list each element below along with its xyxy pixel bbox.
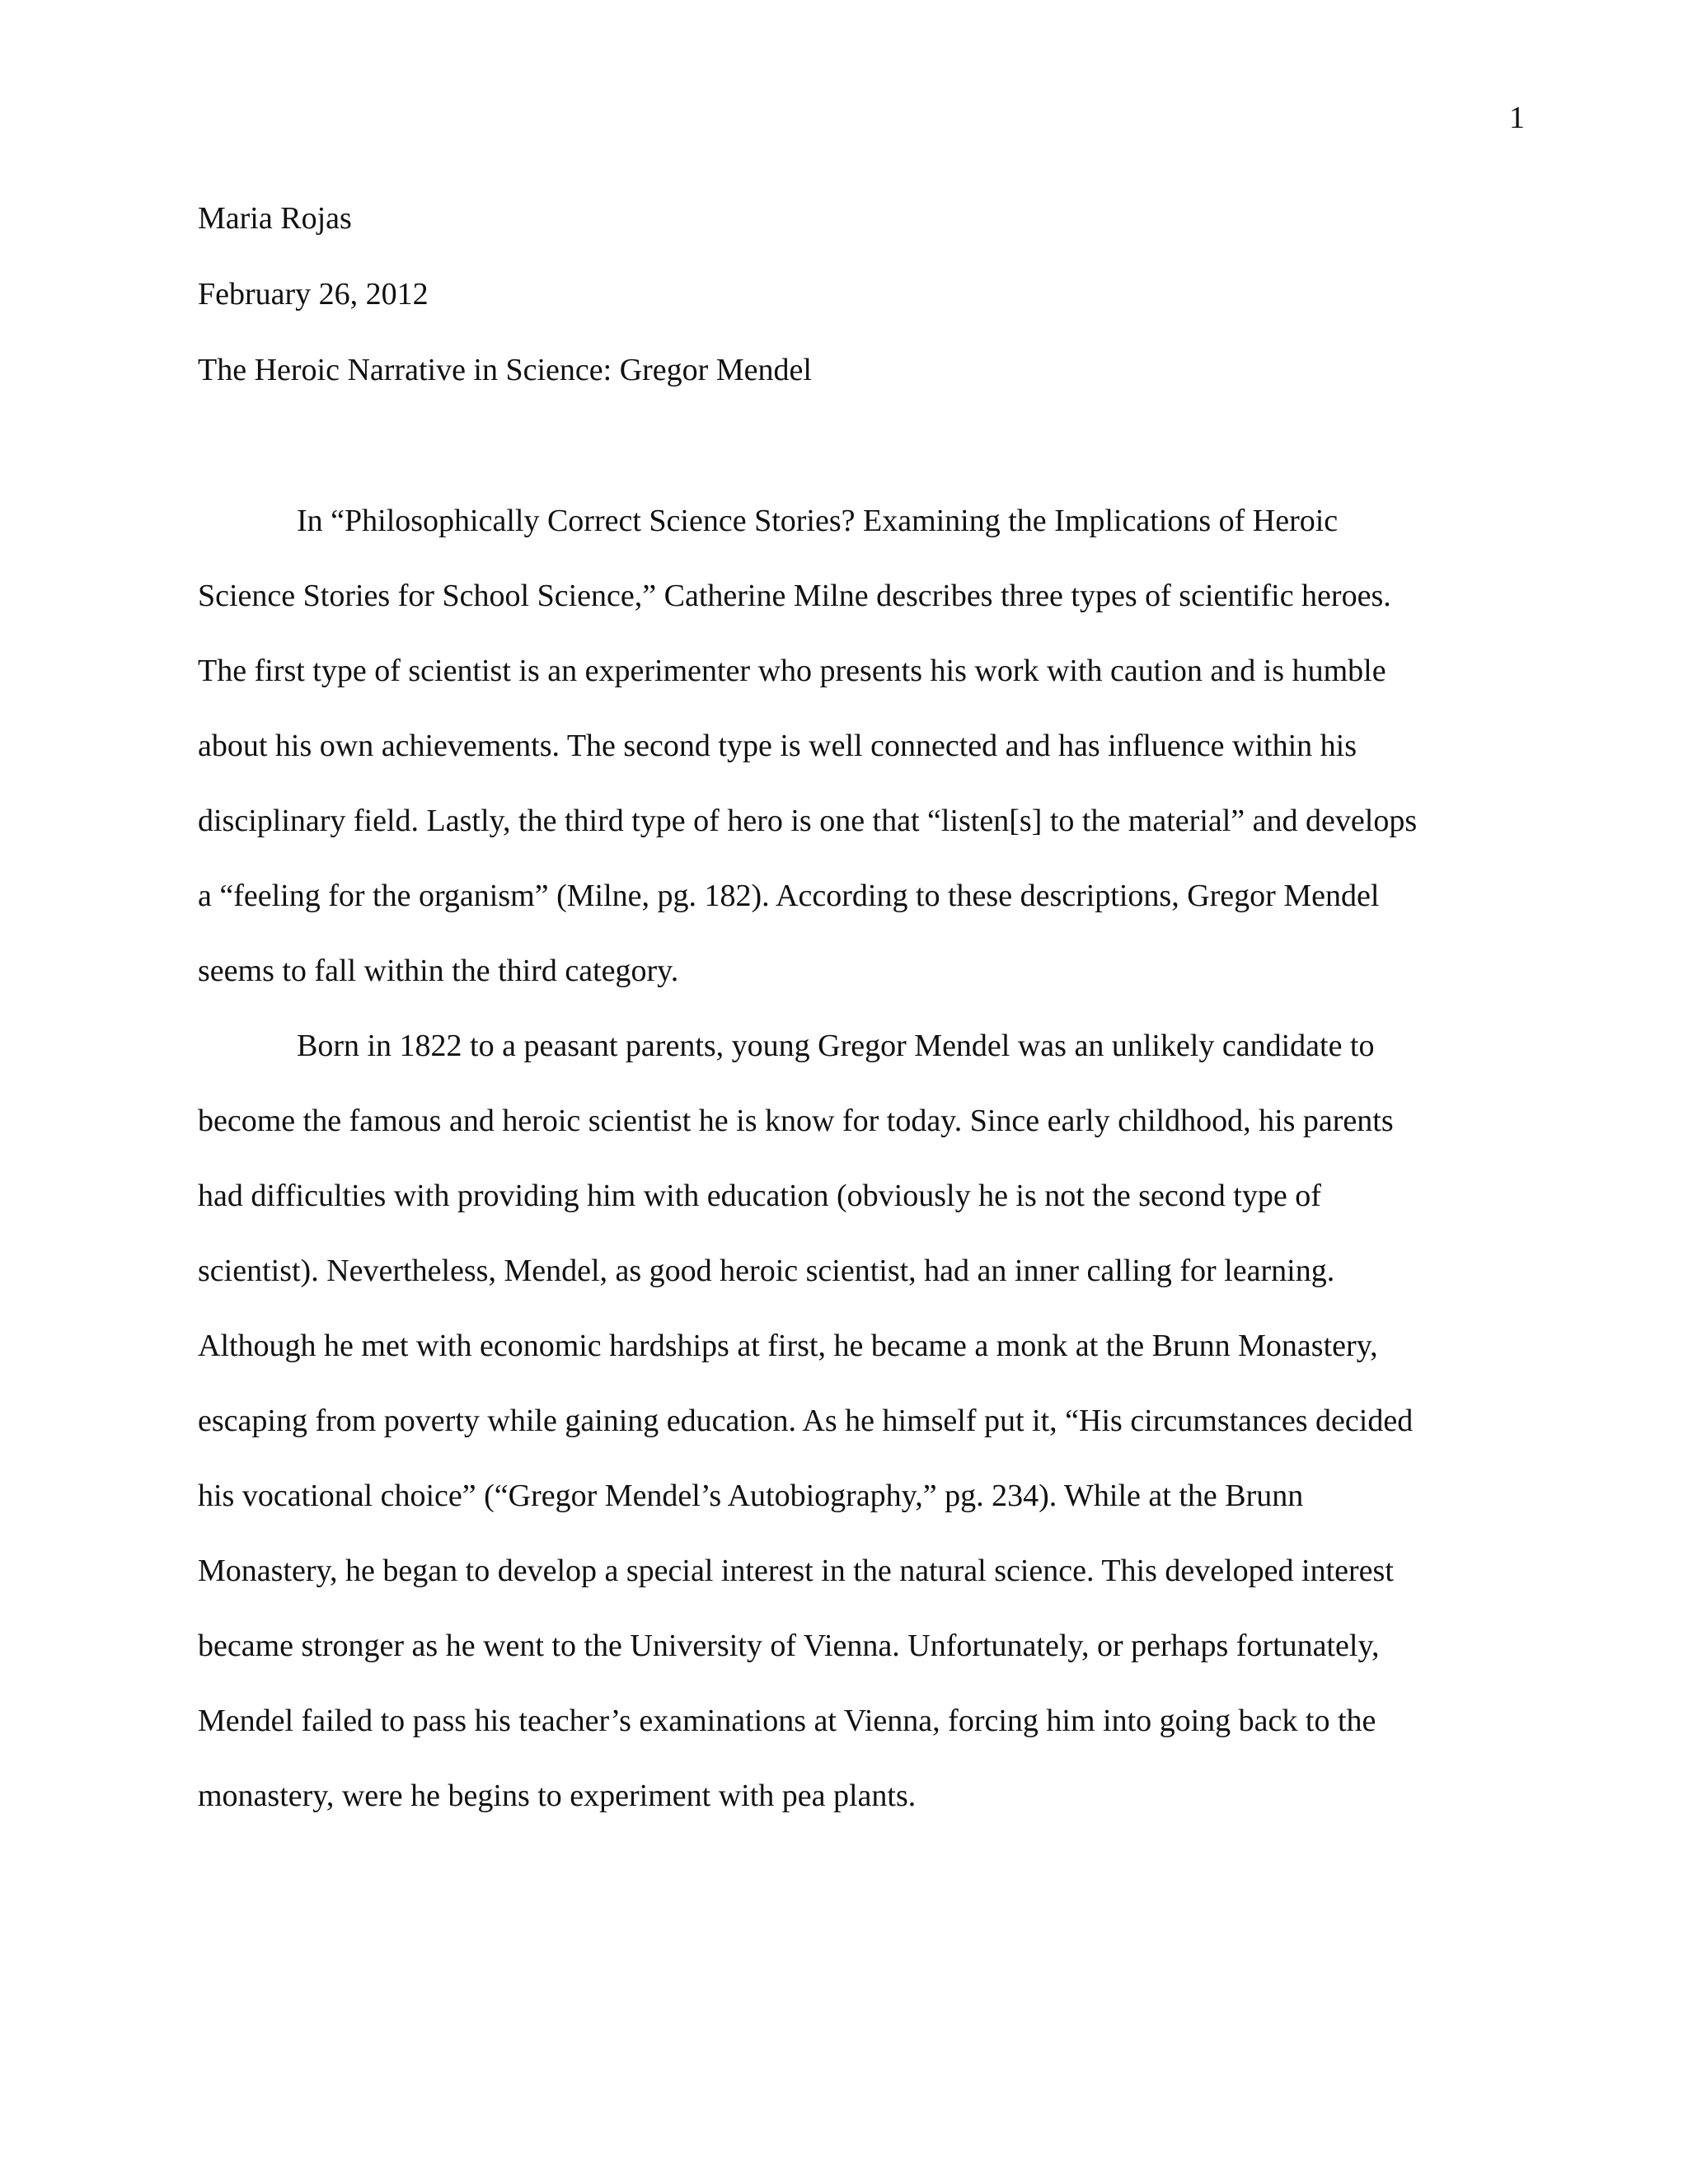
body-line: In “Philosophically Correct Science Stories? Examining the Implications of Heroic [297, 504, 1339, 538]
body-line: his vocational choice” (“Gregor Mendel’s Autobiography,” pg. 234). While at the Brunn [198, 1479, 1304, 1513]
body-line: Mendel failed to pass his teacher’s examinations at Vienna, forcing him into going back to the [198, 1704, 1376, 1738]
body-line: disciplinary field. Lastly, the third type of hero is one that “listen[s] to the material” and develops [198, 804, 1418, 838]
body-line: Although he met with economic hardships at first, he became a monk at the Brunn Monastery, [198, 1329, 1378, 1363]
body-line: Science Stories for School Science,” Catherine Milne describes three types of scientific heroes. [198, 579, 1391, 613]
body-line: a “feeling for the organism” (Milne, pg. 182). According to these descriptions, Gregor Mendel [198, 879, 1380, 913]
body-line: seems to fall within the third category. [198, 954, 679, 988]
body-line: had difficulties with providing him with education (obviously he is not the second type of [198, 1179, 1321, 1213]
body-line: became stronger as he went to the University of Vienna. Unfortunately, or perhaps fortunately, [198, 1629, 1380, 1663]
body-line: become the famous and heroic scientist he is know for today. Since early childhood, his parents [198, 1104, 1394, 1138]
body-line: escaping from poverty while gaining education. As he himself put it, “His circumstances decided [198, 1404, 1414, 1438]
body-line: about his own achievements. The second type is well connected and has influence within his [198, 729, 1357, 763]
author-name: Maria Rojas [198, 201, 352, 236]
body-line: monastery, were he begins to experiment with pea plants. [198, 1779, 917, 1813]
document-date: February 26, 2012 [198, 277, 429, 312]
body-line: Born in 1822 to a peasant parents, young Gregor Mendel was an unlikely candidate to [297, 1029, 1375, 1063]
page-number: 1 [1509, 101, 1525, 135]
body-line: scientist). Nevertheless, Mendel, as good heroic scientist, had an inner calling for learning. [198, 1254, 1335, 1288]
body-line: The first type of scientist is an experimenter who presents his work with caution and is humble [198, 654, 1386, 688]
body-line: Monastery, he began to develop a special interest in the natural science. This developed interest [198, 1554, 1394, 1588]
document-title: The Heroic Narrative in Science: Gregor Mendel [198, 353, 812, 387]
